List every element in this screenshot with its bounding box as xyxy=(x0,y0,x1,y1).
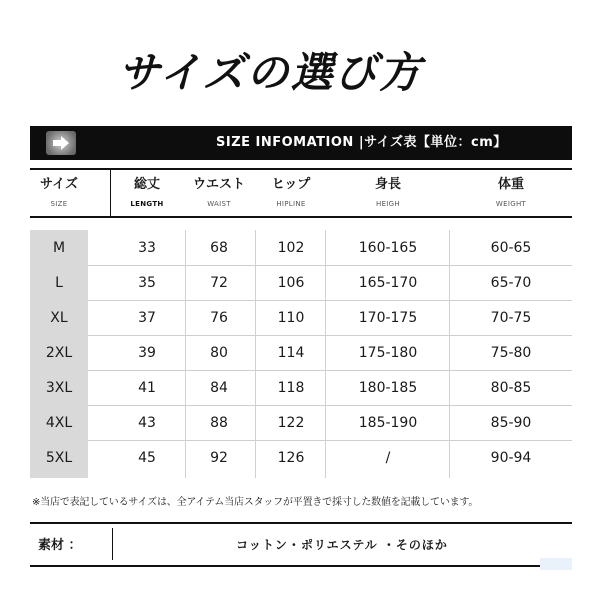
cell-length: 35 xyxy=(138,275,156,291)
cell-hipline: 118 xyxy=(277,380,305,396)
cell-waist: 68 xyxy=(210,240,228,256)
table-row xyxy=(30,371,572,406)
cell-height: 170-175 xyxy=(358,310,418,326)
cell-height: 175-180 xyxy=(358,345,418,361)
cell-length: 39 xyxy=(138,345,156,361)
cell-height: 165-170 xyxy=(358,275,418,291)
cell-waist: 76 xyxy=(210,310,228,326)
table-row xyxy=(30,301,572,336)
size-info-banner xyxy=(30,126,572,160)
header-weight: 体重 WEIGHT xyxy=(495,177,527,208)
cell-size: XL xyxy=(50,310,68,326)
header-size: サイズ SIZE xyxy=(40,177,78,208)
cell-length: 37 xyxy=(138,310,156,326)
cell-weight: 90-94 xyxy=(490,450,532,466)
banner-text: SIZE INFOMATION |サイズ表【単位：cm】 xyxy=(216,135,507,150)
cell-height: 185-190 xyxy=(358,415,418,431)
corner-decoration xyxy=(540,558,572,570)
cell-hipline: 114 xyxy=(277,345,305,361)
cell-waist: 80 xyxy=(210,345,228,361)
cell-waist: 88 xyxy=(210,415,228,431)
header-top-rule xyxy=(30,168,572,170)
cell-size: M xyxy=(52,240,66,256)
header-waist: ウエスト WAIST xyxy=(192,177,245,208)
header-bottom-rule xyxy=(30,216,572,218)
cell-size: 3XL xyxy=(45,380,73,396)
table-row xyxy=(30,266,572,301)
cell-length: 43 xyxy=(138,415,156,431)
cell-height: 180-185 xyxy=(358,380,418,396)
cell-length: 45 xyxy=(138,450,156,466)
cell-waist: 92 xyxy=(210,450,228,466)
cell-size: L xyxy=(55,275,63,291)
cell-weight: 80-85 xyxy=(490,380,532,396)
table-row xyxy=(30,231,572,266)
cell-waist: 84 xyxy=(210,380,228,396)
header-divider xyxy=(110,170,111,216)
cell-weight: 85-90 xyxy=(490,415,532,431)
cell-hipline: 126 xyxy=(277,450,305,466)
material-label: 素材 ： xyxy=(38,538,82,553)
material-top-rule xyxy=(30,522,572,524)
measurement-note: ※当店で表記しているサイズは、全アイテム当店スタッフが平置きで採寸した数値を記載しています。 xyxy=(32,497,479,508)
header-height: 身長 HEIGH xyxy=(374,177,401,208)
material-value: コットン・ポリエステル ・そのほか xyxy=(236,538,448,552)
cell-hipline: 106 xyxy=(277,275,305,291)
cell-waist: 72 xyxy=(210,275,228,291)
table-row xyxy=(30,441,572,476)
cell-weight: 75-80 xyxy=(490,345,532,361)
arrow-right-icon xyxy=(46,131,76,155)
page-title: サイズの選び方 xyxy=(118,48,423,97)
cell-size: 5XL xyxy=(45,450,73,466)
cell-length: 41 xyxy=(138,380,156,396)
cell-length: 33 xyxy=(138,240,156,256)
cell-hipline: 110 xyxy=(277,310,305,326)
table-row xyxy=(30,406,572,441)
cell-height: 160-165 xyxy=(358,240,418,256)
header-length: 総丈 LENGTH xyxy=(130,177,164,208)
cell-height: / xyxy=(385,450,391,466)
cell-size: 4XL xyxy=(45,415,73,431)
cell-hipline: 102 xyxy=(277,240,305,256)
material-bottom-rule xyxy=(30,565,572,567)
table-row xyxy=(30,336,572,371)
header-hipline: ヒップ HIPLINE xyxy=(271,177,311,208)
cell-weight: 70-75 xyxy=(490,310,532,326)
cell-size: 2XL xyxy=(45,345,73,361)
cell-hipline: 122 xyxy=(277,415,305,431)
cell-weight: 65-70 xyxy=(490,275,532,291)
cell-weight: 60-65 xyxy=(490,240,532,256)
